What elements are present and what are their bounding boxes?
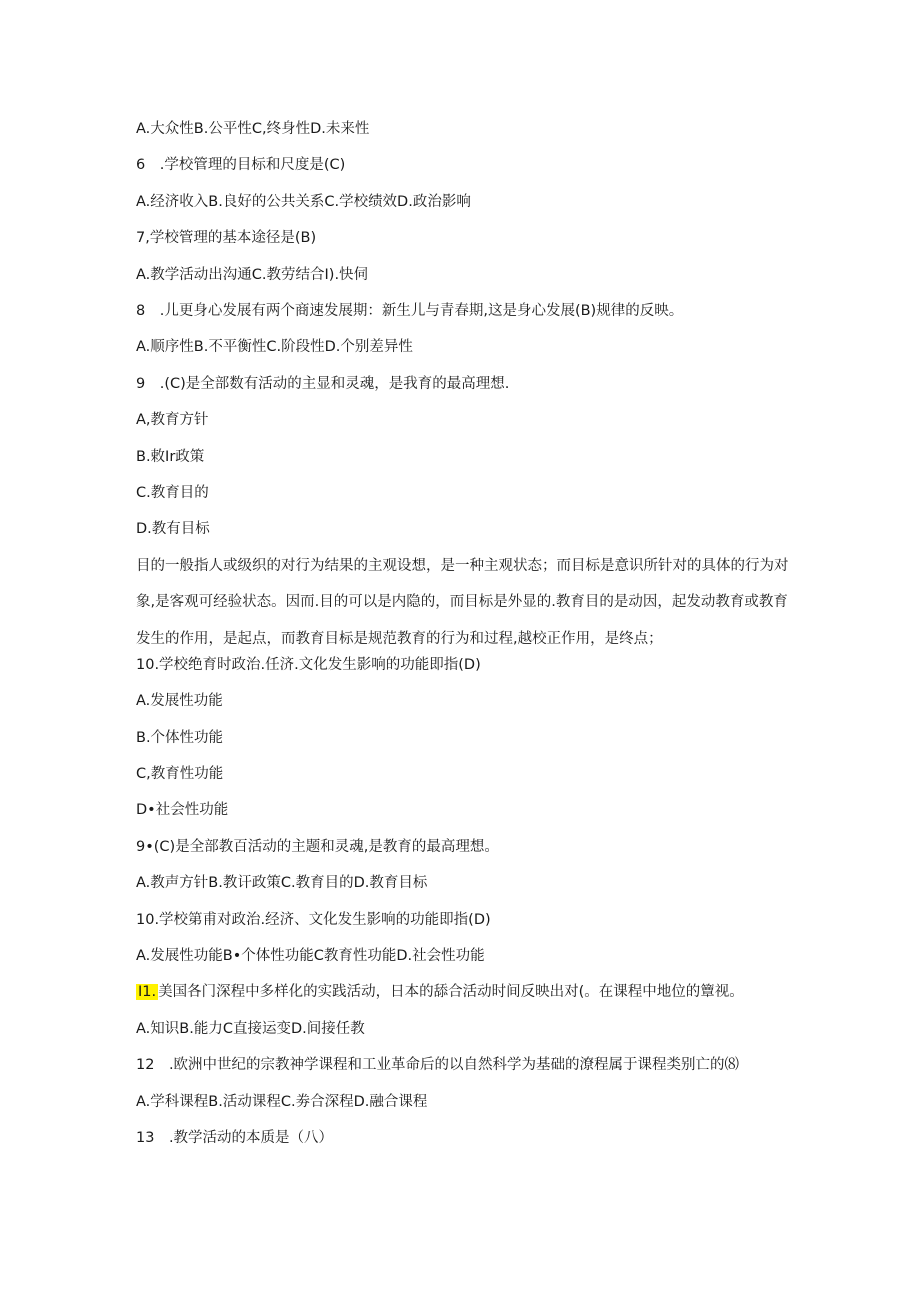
text-line: A.大众性B.公平性C,终身性D.未来性 bbox=[136, 121, 370, 137]
question-12: 12 .欧洲中世纪的宗教神学课程和工业革命后的以自然科学为基础的潦程属于课程类别亡的⑻ bbox=[136, 1057, 740, 1074]
text-line: A.学科课程B.活动课程C.劵合深程D.融合课程 bbox=[136, 1093, 428, 1110]
text-line: A.经济收入B.良好的公共关系C.学校绩效D.政治影响 bbox=[136, 193, 471, 210]
option-d: D.教有目标 bbox=[136, 521, 210, 538]
question-8: 8 .儿更身心发展有两个商速发展期：新生儿与青春期,这是身心发展(B)规律的反映。 bbox=[136, 302, 684, 319]
question-9-repeat: 9•(C)是全部教百活动的主题和灵魂,是教育的最高理想。 bbox=[136, 838, 499, 855]
text-line: A.发展性功能B•个体性功能C教育性功能D.社会性功能 bbox=[136, 948, 485, 965]
question-10-repeat: 10.学校第甫对政治.经济、文化发生影响的功能即指(D) bbox=[136, 911, 491, 928]
option-b: B.个体性功能 bbox=[136, 729, 224, 746]
question-9: 9 .(C)是全部数有活动的主显和灵魂，是我育的最高理想. bbox=[136, 375, 510, 392]
question-10: 10.学校绝育时政治.任济.文化发生影响的功能即指(D) bbox=[136, 656, 481, 673]
text-line: A.教学活动出沟通C.教劳结合I).快伺 bbox=[136, 266, 369, 283]
question-11-text: 美国各门深程中多样化的实践活动，日本的舔合活动时间反映出对(。在课程中地位的簟视。 bbox=[158, 984, 744, 1001]
question-7: 7,学校管理的基本途径是(B) bbox=[136, 230, 317, 247]
question-13: 13 .教学活动的本质是（八） bbox=[136, 1129, 334, 1146]
explanation-paragraph: 目的一般指人或级织的对行为结果的主观设想，是一种主观状态；而目标是意识所针对的具体的行为对象,是客观可经验状态。因而.目的可以是内隐的，而目标是外显的.教育目的是动因，起发动教育或教育发生的作用，是起点，而教育目标是规范教育的行为和过程,越校正作用，是终点； bbox=[136, 557, 789, 647]
question-11 bbox=[136, 979, 796, 1015]
highlighted-number: I1. bbox=[138, 984, 157, 1001]
option-c: C.教育目的 bbox=[136, 484, 209, 501]
document-page bbox=[136, 116, 796, 1161]
option-a: A.发展性功能 bbox=[136, 693, 223, 710]
option-d: D•社会性功能 bbox=[136, 802, 229, 819]
option-c: C,教育性功能 bbox=[136, 766, 224, 783]
text-line: A.教声方针B.教讦政策C.教育目的D.教育目标 bbox=[136, 875, 428, 892]
text-line: A.知识B.能力C直接运变D.间接任教 bbox=[136, 1020, 365, 1037]
option-a: A,教育方针 bbox=[136, 412, 209, 429]
option-b: B.敕Ir政策 bbox=[136, 448, 205, 465]
text-line: A.顺序性B.不平衡性C.阶段性D.个别差异性 bbox=[136, 339, 413, 356]
question-6: 6 .学校管理的目标和尺度是(C) bbox=[136, 157, 346, 174]
